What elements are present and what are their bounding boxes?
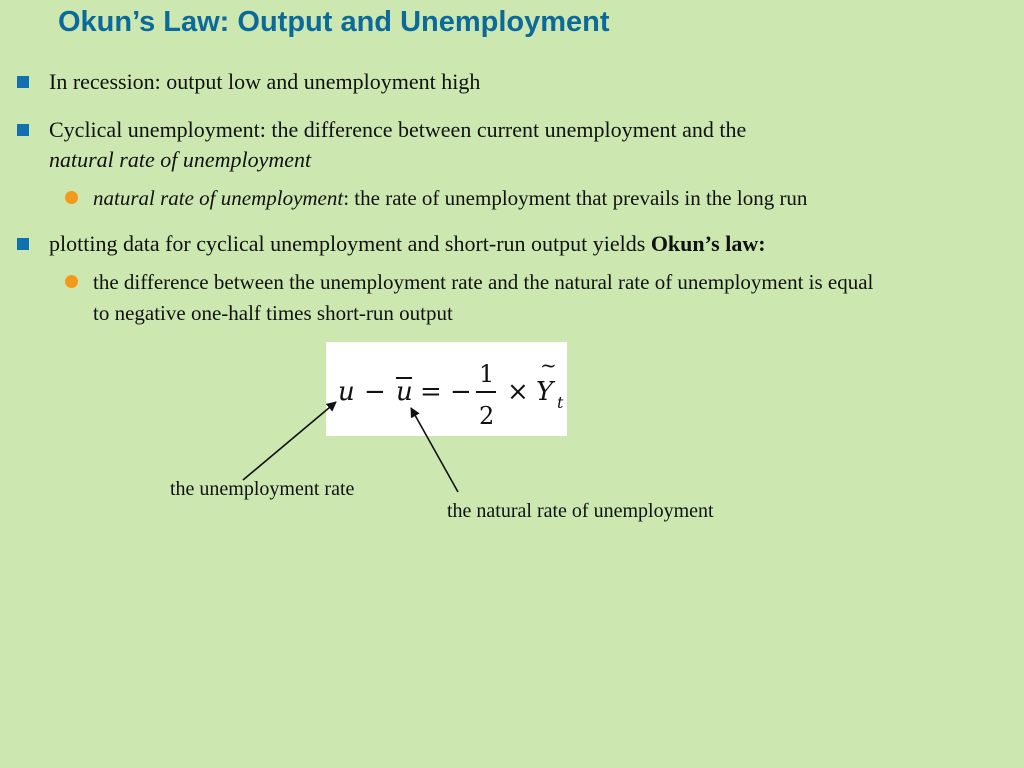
formula-ubar: u [396,377,413,407]
formula-tilde: ~ [540,353,557,377]
formula-numerator: 1 [479,360,495,388]
formula-negative: − [450,377,472,407]
label-natural-rate: the natural rate of unemployment [447,500,714,522]
formula-y: Y [536,377,554,407]
formula-equals: = [420,377,442,407]
bullet-text-plain: plotting data for cyclical unemployment and short-run output yields [49,231,651,256]
subbullet-italic: natural rate of unemployment [93,186,344,210]
formula-minus: − [364,377,386,407]
arrow-to-ubar [411,408,458,492]
formula-denominator: 2 [479,402,495,430]
bullet-text-plain: Cyclical unemployment: the difference between current unemployment and the [49,117,747,142]
formula-subscript: t [557,393,564,412]
bullet-text: In recession: output low and unemployment high [49,69,481,94]
bullet-text-italic: natural rate of unemployment [49,147,312,172]
bullet-text-bold: Okun’s law: [650,231,766,256]
arrow-to-u [243,402,336,480]
formula-times: × [507,377,529,407]
subbullet-plain: : the rate of unemployment that prevails in the long run [343,186,808,210]
formula-u: u [338,377,355,407]
label-unemployment-rate: the unemployment rate [170,478,355,500]
subbullet-text: the difference between the unemployment rate and the natural rate of unemployment is equal to negative one-half times short-run output [93,270,874,325]
slide-title: Okun’s Law: Output and Unemployment [58,6,610,38]
